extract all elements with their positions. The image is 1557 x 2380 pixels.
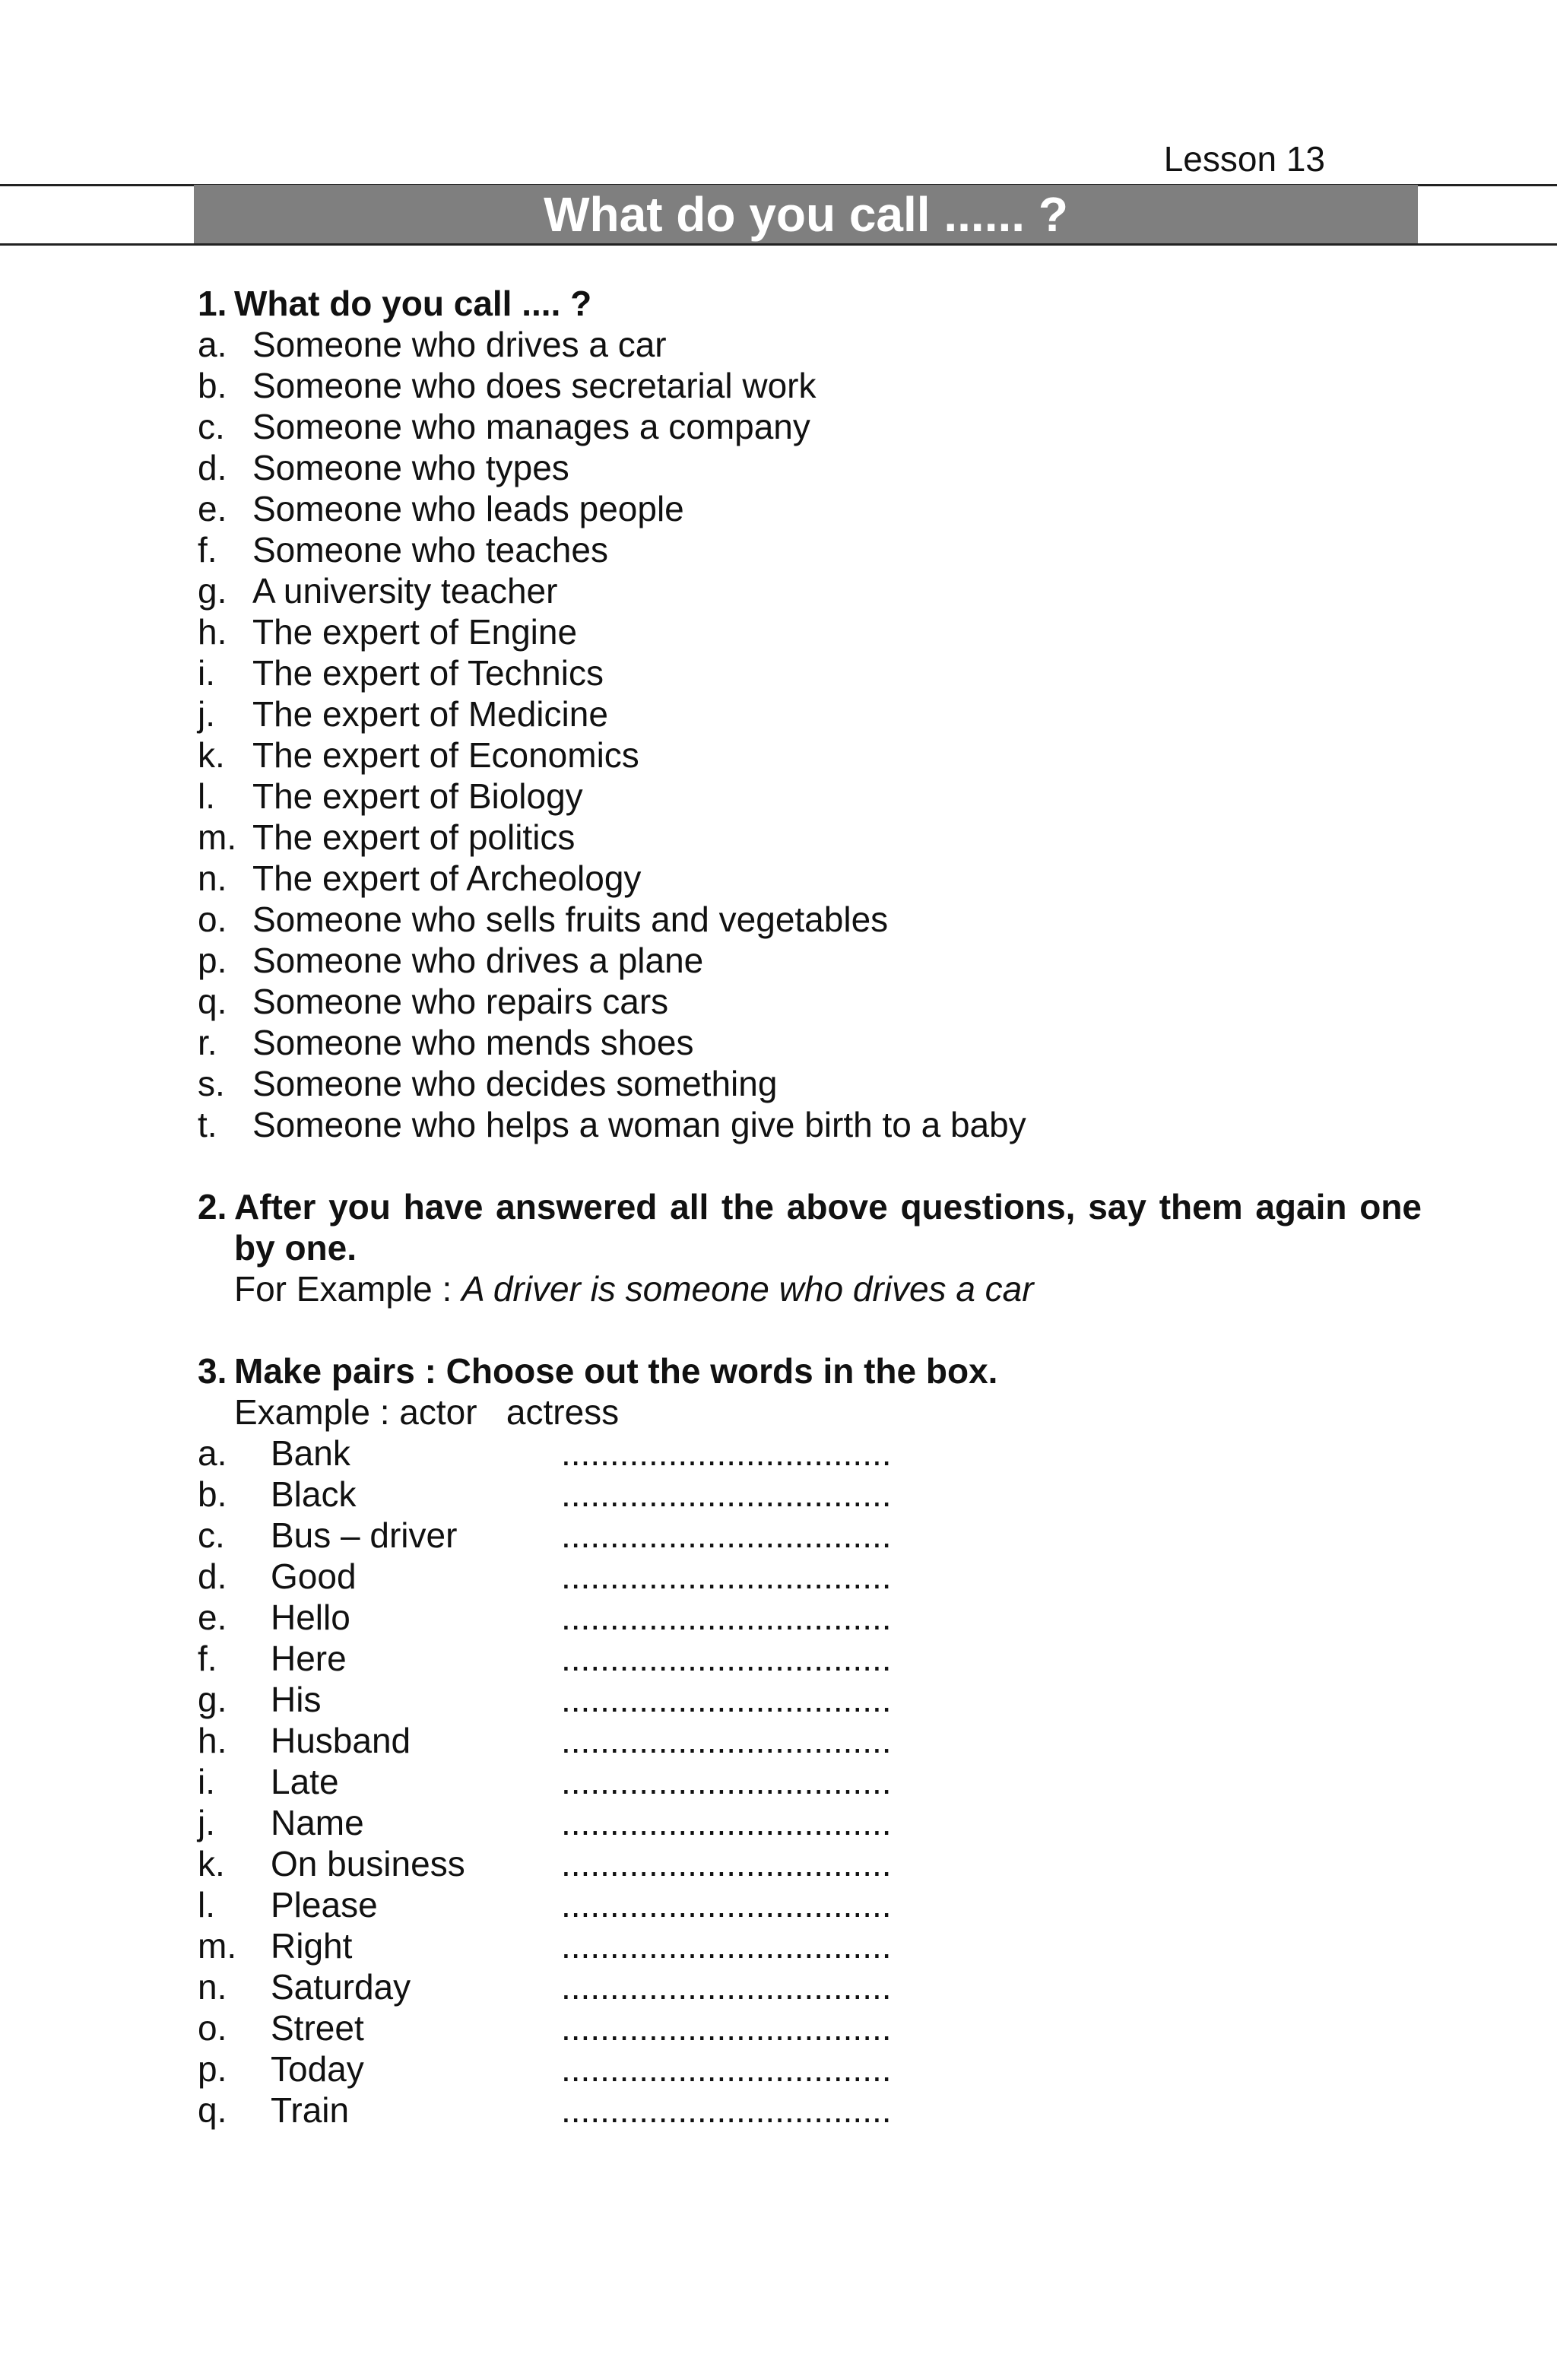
- item-text: Someone who helps a woman give birth to a baby: [252, 1105, 1026, 1144]
- item-letter: q.: [198, 982, 227, 1021]
- item-letter: d.: [198, 448, 227, 487]
- answer-blank[interactable]: ..................................: [561, 1885, 892, 1925]
- pairs-list: [198, 1433, 1422, 2131]
- section-3-title: Make pairs : Choose out the words in the box.: [234, 1351, 998, 1391]
- item-letter: c.: [198, 1515, 225, 1555]
- answer-blank[interactable]: ..................................: [561, 2090, 892, 2130]
- pair-word: Hello: [271, 1598, 350, 1637]
- pair-word: Train: [271, 2090, 350, 2130]
- answer-blank[interactable]: ..................................: [561, 1557, 892, 1596]
- section-1-number: 1.: [198, 284, 227, 323]
- answer-blank[interactable]: ..................................: [561, 1639, 892, 1678]
- pair-word: His: [271, 1680, 322, 1719]
- section-1-heading: [198, 283, 1422, 324]
- item-letter: t.: [198, 1105, 217, 1144]
- lesson-number: Lesson 13: [1163, 139, 1325, 179]
- title-bar: [194, 185, 1418, 244]
- item-letter: o.: [198, 900, 227, 939]
- item-letter: e.: [198, 489, 227, 528]
- list-item: [198, 611, 1422, 652]
- pair-word: Bus – driver: [271, 1515, 458, 1555]
- item-letter: m.: [198, 1926, 237, 1966]
- pair-word: Today: [271, 2049, 364, 2089]
- item-letter: h.: [198, 612, 227, 652]
- list-item: [198, 365, 1422, 406]
- list-item: [198, 570, 1422, 611]
- answer-blank[interactable]: ..................................: [561, 1598, 892, 1637]
- pair-item: [198, 2090, 1422, 2131]
- item-text: The expert of politics: [252, 817, 576, 857]
- item-letter: q.: [198, 2090, 227, 2130]
- pair-item: [198, 1433, 1422, 1474]
- item-text: The expert of Medicine: [252, 694, 608, 734]
- answer-blank[interactable]: ..................................: [561, 1721, 892, 1760]
- item-letter: c.: [198, 407, 225, 446]
- question-list: [198, 324, 1422, 1145]
- item-text: Someone who decides something: [252, 1064, 778, 1103]
- pair-word: Good: [271, 1557, 357, 1596]
- section-say-again: [198, 1186, 1422, 1309]
- item-letter: g.: [198, 571, 227, 611]
- pair-word: Late: [271, 1762, 339, 1801]
- item-text: A university teacher: [252, 571, 558, 611]
- list-item: [198, 981, 1422, 1022]
- item-text: The expert of Technics: [252, 653, 604, 693]
- answer-blank[interactable]: ..................................: [561, 2049, 892, 2089]
- section-2-heading: [198, 1186, 1422, 1268]
- pair-word: Husband: [271, 1721, 411, 1760]
- pair-word: Here: [271, 1639, 347, 1678]
- item-letter: a.: [198, 325, 227, 364]
- item-letter: l.: [198, 776, 215, 816]
- list-item: [198, 940, 1422, 981]
- list-item: [198, 858, 1422, 899]
- item-letter: m.: [198, 817, 237, 857]
- list-item: [198, 406, 1422, 447]
- item-letter: n.: [198, 1967, 227, 2007]
- page-title: What do you call ...... ?: [544, 187, 1068, 242]
- item-letter: p.: [198, 941, 227, 980]
- list-item: [198, 447, 1422, 488]
- bottom-rule: [0, 243, 1557, 246]
- answer-blank[interactable]: ..................................: [561, 1926, 892, 1966]
- list-item: [198, 693, 1422, 735]
- pair-word: Saturday: [271, 1967, 411, 2007]
- item-letter: b.: [198, 1474, 227, 1514]
- list-item: [198, 899, 1422, 940]
- pair-word: Bank: [271, 1433, 350, 1473]
- section-2-number: 2.: [198, 1187, 227, 1226]
- list-item: [198, 488, 1422, 529]
- pair-item: [198, 2048, 1422, 2090]
- item-letter: j.: [198, 1803, 215, 1842]
- list-item: [198, 1022, 1422, 1063]
- item-letter: r.: [198, 1023, 217, 1062]
- answer-blank[interactable]: ..................................: [561, 1515, 892, 1555]
- pair-word: On business: [271, 1844, 465, 1883]
- item-letter: f.: [198, 530, 217, 570]
- list-item: [198, 735, 1422, 776]
- item-letter: p.: [198, 2049, 227, 2089]
- item-text: The expert of Biology: [252, 776, 583, 816]
- section-3-number: 3.: [198, 1351, 227, 1391]
- item-letter: j.: [198, 694, 215, 734]
- item-text: Someone who teaches: [252, 530, 608, 570]
- pair-word: Street: [271, 2008, 364, 2048]
- pair-item: [198, 2007, 1422, 2048]
- pair-item: [198, 1597, 1422, 1638]
- item-text: Someone who drives a car: [252, 325, 667, 364]
- pair-item: [198, 1515, 1422, 1556]
- item-text: The expert of Economics: [252, 735, 639, 775]
- list-item: [198, 652, 1422, 693]
- pair-item: [198, 1802, 1422, 1843]
- item-letter: i.: [198, 653, 215, 693]
- pair-item: [198, 1884, 1422, 1925]
- list-item: [198, 817, 1422, 858]
- item-text: Someone who does secretarial work: [252, 366, 817, 405]
- pair-word: Black: [271, 1474, 357, 1514]
- item-letter: o.: [198, 2008, 227, 2048]
- list-item: [198, 529, 1422, 570]
- section-2-title: After you have answered all the above questions, say them again one by one.: [234, 1187, 1422, 1268]
- item-text: Someone who leads people: [252, 489, 684, 528]
- pair-item: [198, 1761, 1422, 1802]
- item-text: Someone who manages a company: [252, 407, 810, 446]
- item-letter: h.: [198, 1721, 227, 1760]
- pair-item: [198, 1638, 1422, 1679]
- item-text: Someone who mends shoes: [252, 1023, 694, 1062]
- item-text: Someone who sells fruits and vegetables: [252, 900, 889, 939]
- answer-blank[interactable]: ..................................: [561, 1433, 892, 1473]
- pair-item: [198, 1556, 1422, 1597]
- pair-word: Please: [271, 1885, 378, 1925]
- item-text: The expert of Engine: [252, 612, 578, 652]
- item-letter: s.: [198, 1064, 225, 1103]
- item-letter: f.: [198, 1639, 217, 1678]
- item-text: Someone who types: [252, 448, 569, 487]
- pair-item: [198, 1679, 1422, 1720]
- item-letter: a.: [198, 1433, 227, 1473]
- section-make-pairs: [198, 1350, 1422, 2131]
- item-letter: n.: [198, 858, 227, 898]
- pair-item: [198, 1843, 1422, 1884]
- list-item: [198, 1063, 1422, 1104]
- list-item: [198, 324, 1422, 365]
- pair-word: Right: [271, 1926, 353, 1966]
- answer-blank[interactable]: ..................................: [561, 1967, 892, 2007]
- item-letter: d.: [198, 1557, 227, 1596]
- pair-item: [198, 1720, 1422, 1761]
- section-what-do-you-call: [198, 283, 1422, 1145]
- answer-blank[interactable]: ..................................: [561, 1844, 892, 1883]
- item-letter: b.: [198, 366, 227, 405]
- item-text: Someone who repairs cars: [252, 982, 669, 1021]
- item-letter: e.: [198, 1598, 227, 1637]
- list-item: [198, 1104, 1422, 1145]
- answer-blank[interactable]: ..................................: [561, 1474, 892, 1514]
- section-1-title: What do you call .... ?: [234, 284, 592, 323]
- answer-blank[interactable]: ..................................: [561, 2008, 892, 2048]
- section-3-heading: [198, 1350, 1422, 1392]
- section-3-example: Example : actor actress: [234, 1392, 620, 1432]
- list-item: [198, 776, 1422, 817]
- item-letter: l.: [198, 1885, 215, 1925]
- item-letter: k.: [198, 1844, 225, 1883]
- example-sentence: A driver is someone who drives a car: [461, 1269, 1034, 1309]
- pair-item: [198, 1474, 1422, 1515]
- example-label: For Example :: [234, 1269, 462, 1309]
- answer-blank[interactable]: ..................................: [561, 1762, 892, 1801]
- pair-item: [198, 1966, 1422, 2007]
- pair-item: [198, 1925, 1422, 1966]
- item-letter: g.: [198, 1680, 227, 1719]
- item-letter: k.: [198, 735, 225, 775]
- answer-blank[interactable]: ..................................: [561, 1680, 892, 1719]
- pair-word: Name: [271, 1803, 364, 1842]
- section-2-example: [198, 1268, 1422, 1309]
- item-text: The expert of Archeology: [252, 858, 642, 898]
- answer-blank[interactable]: ..................................: [561, 1803, 892, 1842]
- item-letter: i.: [198, 1762, 215, 1801]
- item-text: Someone who drives a plane: [252, 941, 704, 980]
